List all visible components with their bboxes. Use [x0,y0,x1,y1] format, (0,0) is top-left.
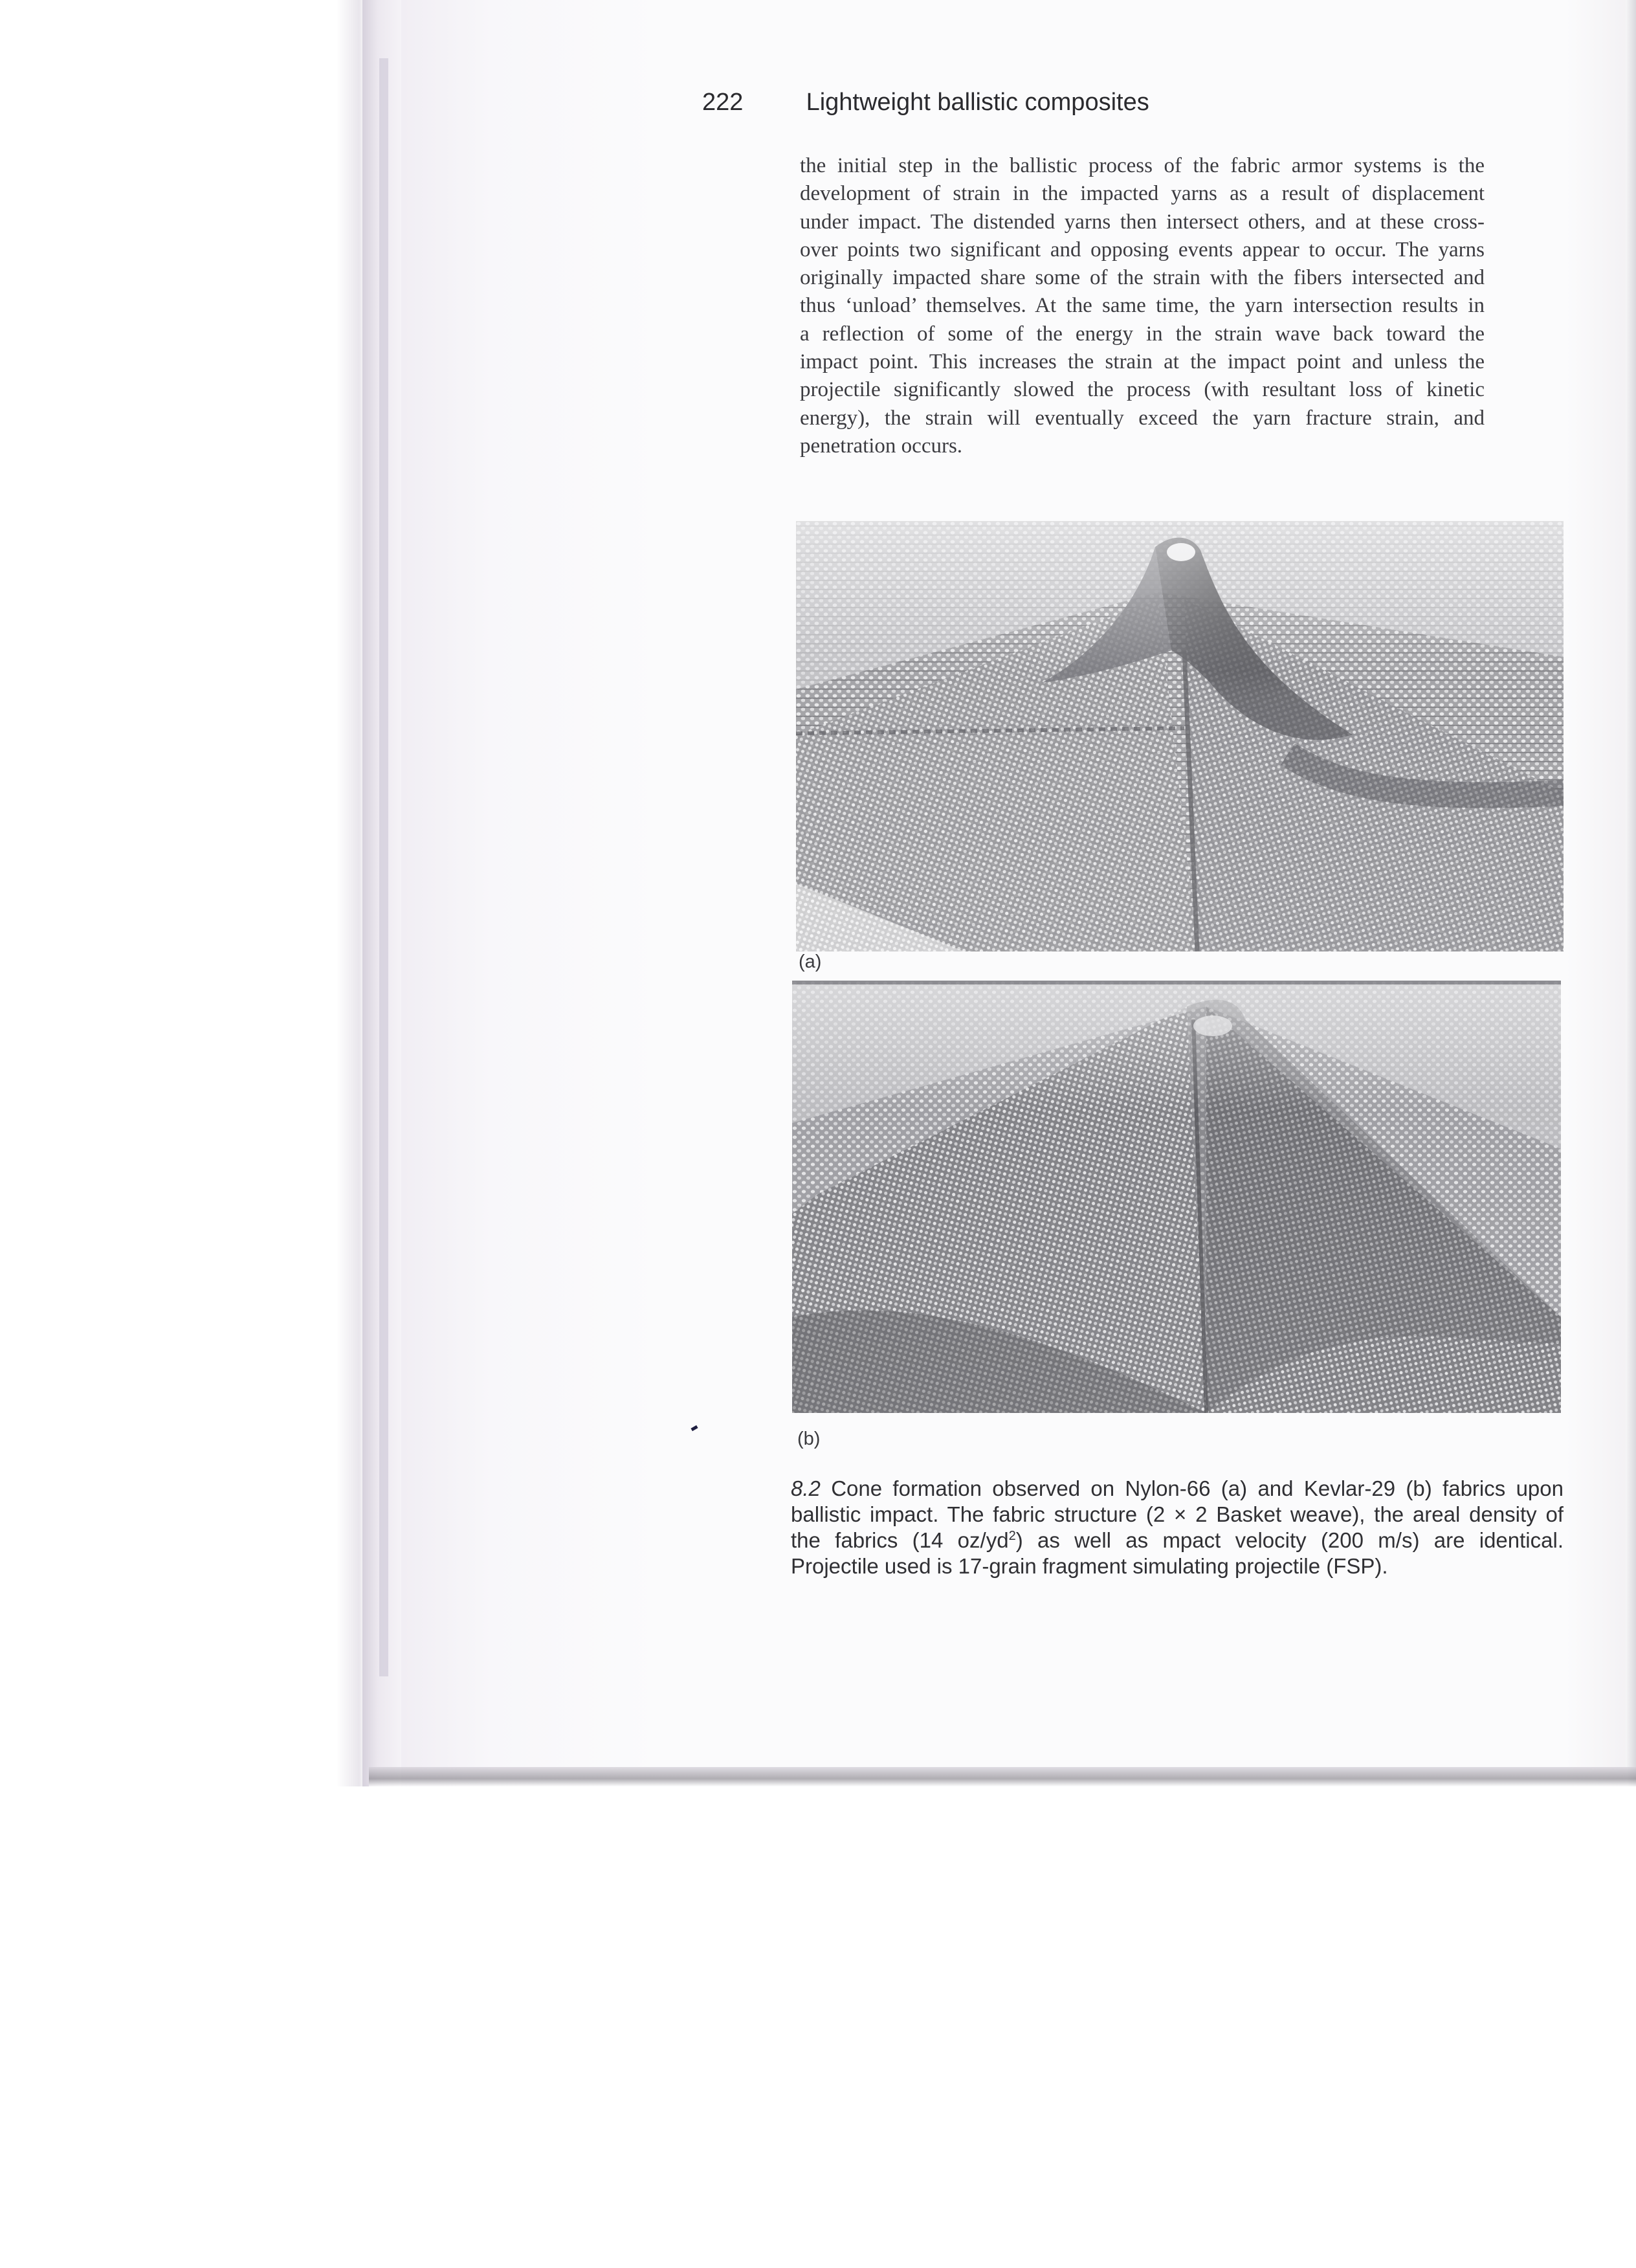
caption-line [791,1528,1564,1553]
caption-line [791,1476,1564,1502]
page-right-edge [1626,0,1636,1786]
figure-photo-kevlar-cone [792,981,1561,1413]
nylon-cone-photo [796,521,1564,951]
scan-margin [0,0,362,1786]
body-line: energy), the strain will eventually exceed the yarn fracture strain, and [800,406,1485,430]
body-line: projectile significantly slowed the process (with resultant loss of kinetic [800,378,1485,402]
page-bottom-edge [369,1767,1636,1786]
figure-label-b: (b) [797,1429,821,1449]
page-number: 222 [702,89,744,116]
caption-line: Projectile used is 17-grain fragment simulating projectile (FSP). [791,1554,1388,1578]
figure-caption [791,1476,1564,1579]
body-line: development of strain in the impacted yarns as a result of displacement [800,182,1485,206]
book-title: Lightweight ballistic composites [806,89,1149,116]
body-line: thus ‘unload’ themselves. At the same time, the yarn intersection results in [800,294,1485,318]
body-line: originally impacted share some of the strain with the fibers intersected and [800,266,1485,290]
figure-photo-nylon-cone [796,521,1564,951]
body-line: penetration occurs. [800,434,963,458]
figure-label-a: (a) [799,951,822,972]
caption-text: the fabrics (14 oz/yd [791,1528,1009,1552]
body-line: the initial step in the ballistic process of the fabric armor systems is the [800,154,1485,177]
running-header [702,83,1149,122]
body-line: a reflection of some of the energy in the strain wave back toward the [800,322,1485,346]
caption-text: Cone formation observed on Nylon-66 (a) and Kevlar-29 (b) fabrics upon [831,1476,1564,1500]
body-line: over points two significant and opposing events appear to occur. The yarns [800,238,1485,261]
caption-text: ) as well as mpact velocity (200 m/s) are identical. [1015,1528,1564,1552]
body-line: under impact. The distended yarns then intersect others, and at these cross- [800,210,1485,234]
caption-line: ballistic impact. The fabric structure (2 × 2 Basket weave), the areal density of [791,1502,1564,1526]
caption-superscript: 2 [1008,1529,1016,1543]
caption-number: 8.2 [791,1476,821,1500]
body-line: impact point. This increases the strain at the impact point and unless the [800,350,1485,374]
book-spine-crease [379,58,388,1676]
kevlar-cone-photo [792,981,1561,1413]
body-paragraph [800,152,1485,460]
